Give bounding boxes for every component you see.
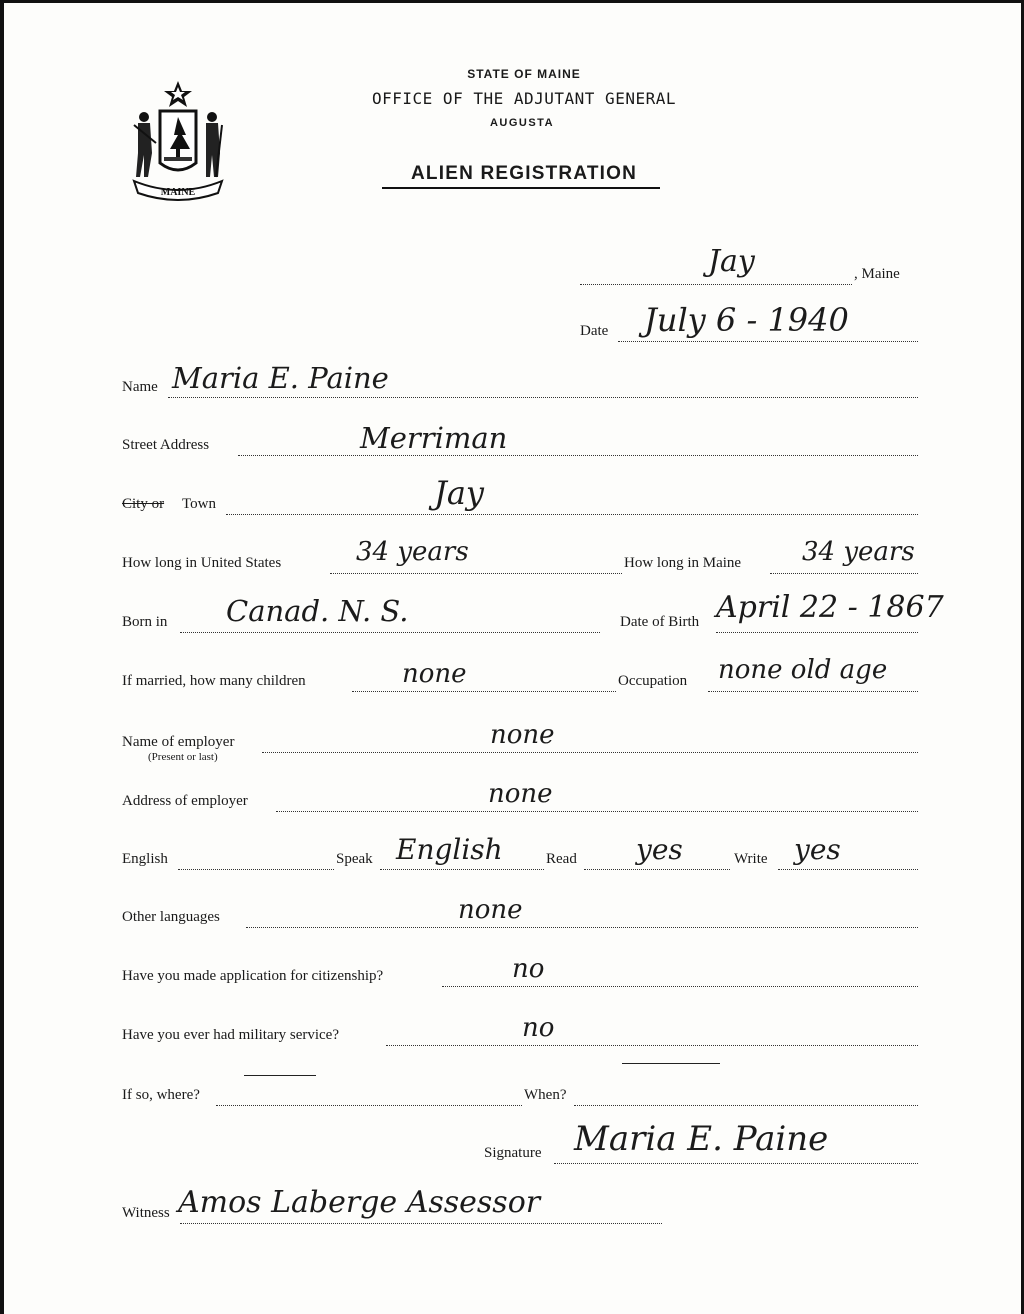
when-dash [622, 1063, 720, 1064]
english-row [122, 833, 918, 873]
military-row [122, 1013, 918, 1049]
employer-value[interactable]: none [490, 720, 555, 750]
name-row [122, 361, 918, 401]
write-value[interactable]: yes [794, 833, 841, 866]
town-row [122, 474, 918, 518]
military-value[interactable]: no [522, 1013, 555, 1043]
speak-value[interactable]: English [396, 833, 503, 866]
date-label: Date [580, 323, 609, 339]
speak-label: Speak [336, 851, 373, 867]
occupation-label: Occupation [618, 673, 688, 689]
birth-row [122, 590, 944, 636]
where-label: If so, where? [122, 1087, 200, 1103]
signature-label: Signature [484, 1145, 542, 1161]
name-label: Name [122, 379, 158, 395]
witness-row [122, 1185, 662, 1227]
children-value[interactable]: none [402, 659, 467, 689]
city-struck-label: City or [122, 496, 165, 512]
employer-address-label: Address of employer [122, 793, 248, 809]
citizenship-row [122, 954, 918, 990]
name-value[interactable]: Maria E. Paine [172, 361, 389, 395]
place-suffix-label: , Maine [854, 266, 900, 282]
where-row [122, 1087, 918, 1109]
us-years-value[interactable]: 34 years [356, 537, 469, 567]
born-label: Born in [122, 614, 168, 630]
header-state: STATE OF MAINE [467, 67, 581, 81]
signature-value[interactable]: Maria E. Paine [574, 1119, 829, 1159]
date-row [580, 301, 920, 345]
place-row [580, 244, 920, 288]
family-row [122, 655, 918, 695]
street-label: Street Address [122, 437, 210, 453]
read-value[interactable]: yes [636, 833, 683, 866]
read-label: Read [546, 851, 577, 867]
english-label: English [122, 851, 168, 867]
employer-address-value[interactable]: none [488, 779, 553, 809]
town-value[interactable]: Jay [434, 474, 484, 512]
signature-row [484, 1119, 918, 1167]
form-title: ALIEN REGISTRATION [410, 163, 638, 184]
other-languages-label: Other languages [122, 909, 220, 925]
occupation-value[interactable]: none old age [718, 655, 888, 685]
us-years-label: How long in United States [122, 555, 282, 571]
maine-years-label: How long in Maine [624, 555, 742, 571]
other-languages-value[interactable]: none [458, 895, 523, 925]
residence-row [122, 537, 918, 577]
employer-label: Name of employer [122, 734, 235, 750]
born-value[interactable]: Canad. N. S. [226, 594, 409, 628]
employer-address-row [122, 779, 918, 815]
citizenship-label: Have you made application for citizenship? [122, 968, 384, 984]
military-label: Have you ever had military service? [122, 1027, 339, 1043]
dob-label: Date of Birth [620, 614, 700, 630]
town-label: Town [182, 496, 216, 512]
children-label: If married, how many children [122, 673, 306, 689]
witness-value[interactable]: Amos Laberge Assessor [178, 1185, 541, 1220]
witness-label: Witness [122, 1205, 170, 1221]
date-value[interactable]: July 6 - 1940 [644, 301, 849, 339]
dob-value[interactable]: April 22 - 1867 [716, 590, 944, 625]
employer-row [122, 720, 918, 763]
svg-text:MAINE: MAINE [160, 187, 196, 198]
where-dash [244, 1075, 316, 1076]
when-label: When? [524, 1087, 567, 1103]
street-row [122, 421, 918, 459]
other-languages-row [122, 895, 918, 931]
employer-sublabel: (Present or last) [148, 751, 218, 763]
street-value[interactable]: Merriman [360, 421, 508, 455]
write-label: Write [734, 851, 768, 867]
place-value[interactable]: Jay [708, 244, 755, 279]
header-office: OFFICE OF THE ADJUTANT GENERAL [372, 89, 676, 108]
citizenship-value[interactable]: no [512, 954, 545, 984]
title-underline [382, 187, 660, 189]
maine-years-value[interactable]: 34 years [802, 537, 915, 567]
header-city: AUGUSTA [489, 117, 555, 129]
